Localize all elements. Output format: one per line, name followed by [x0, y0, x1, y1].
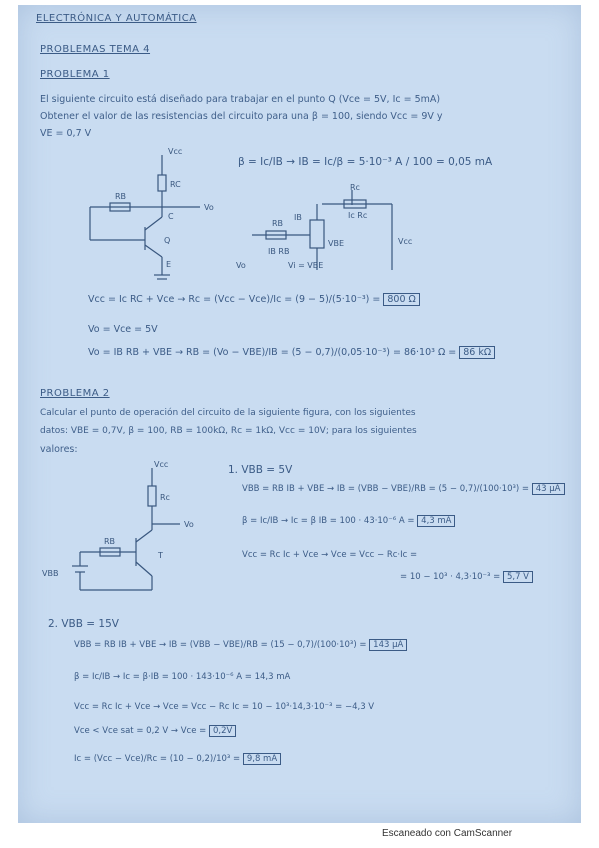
- problem2-statement-line3: valores:: [40, 444, 78, 455]
- problem1-eq-rb-text: Vo = IB RB + VBE → RB = (Vo − VBE)/IB = (5 − 0,7)/(0,05·10⁻³) = 86·10³ Ω =: [88, 347, 457, 358]
- problem2-case2-eq1: [74, 640, 407, 650]
- problem1-eq-rc: [88, 294, 420, 305]
- problem2-case1-eq2-text: β = Ic/IB → Ic = β IB = 100 · 43·10⁻⁶ A =: [242, 516, 415, 526]
- problem2-case2-eq2: β = Ic/IB → Ic = β·IB = 100 · 143·10⁻⁶ A = 14,3 mA: [74, 672, 291, 682]
- p1-model-vi-label: Vi = VBE: [288, 261, 324, 270]
- topic-heading: PROBLEMAS TEMA 4: [40, 44, 151, 55]
- p1-q-label: Q: [164, 236, 171, 245]
- problem2-case2-eq3: Vcc = Rc Ic + Vce → Vce = Vcc − Rc Ic = 10 − 10³·14,3·10⁻³ = −4,3 V: [74, 702, 375, 712]
- p2-rb-label: RB: [104, 537, 116, 546]
- problem2-case1-answer2: 4,3 mA: [417, 515, 455, 527]
- problem2-case2-eq4: [74, 726, 236, 736]
- problem1-statement-line2: Obtener el valor de las resistencias del circuito para una β = 100, siendo Vcc = 9V y: [40, 111, 443, 122]
- problem1-statement-line1: El siguiente circuito está diseñado para trabajar en el punto Q (Vce = 5V, Ic = 5mA): [40, 94, 441, 105]
- problem2-case2-answer4: 0,2V: [209, 725, 236, 737]
- problem2-case2-answer1: 143 µA: [369, 639, 407, 651]
- p1-vcc-label: Vcc: [168, 147, 183, 156]
- problem2-case1-eq2: [242, 516, 455, 526]
- problem2-statement-line2: datos: VBE = 0,7V, β = 100, RB = 100kΩ, Rc = 1kΩ, Vcc = 10V; para los siguientes: [40, 426, 417, 436]
- p1-c-label: C: [168, 212, 174, 221]
- problem2-case2-answer5: 9,8 mA: [243, 753, 281, 765]
- p2-rc-label: Rc: [160, 493, 170, 502]
- p1-model-ibrb-label: IB RB: [268, 247, 290, 256]
- problem2-case1-answer1: 43 µA: [532, 483, 565, 495]
- problem1-eq-vo: Vo = Vce = 5V: [88, 324, 158, 335]
- p2-vcc-label: Vcc: [154, 460, 169, 469]
- p1-model-ib-label: IB: [294, 213, 302, 222]
- problem2-title: PROBLEMA 2: [40, 388, 110, 399]
- p1-model-vbe-label: VBE: [328, 239, 345, 248]
- problem1-answer-rb: 86 kΩ: [459, 346, 495, 359]
- p1-model-rc-label: Rc: [350, 183, 360, 192]
- problem2-case2-title: 2. VBB = 15V: [48, 618, 119, 630]
- p1-model-vo-label: Vo: [236, 261, 246, 270]
- subject-heading: ELECTRÓNICA Y AUTOMÁTICA: [36, 13, 197, 24]
- problem2-case1-eq1: [242, 484, 565, 494]
- problem2-case2-eq4-text: Vce < Vce sat = 0,2 V → Vce =: [74, 726, 207, 736]
- problem1-answer-rc: 800 Ω: [383, 293, 419, 306]
- p2-t-label: T: [158, 551, 163, 560]
- p1-e-label: E: [166, 260, 172, 269]
- problem1-model-diagram: [232, 180, 412, 280]
- problem2-case1-eq3: Vcc = Rc Ic + Vce → Vce = Vcc − Rc·Ic =: [242, 550, 418, 560]
- problem1-eq-ib: β = Ic/IB → IB = Ic/β = 5·10⁻³ A / 100 = 0,05 mA: [238, 156, 493, 168]
- problem2-case1-eq4-text: = 10 − 10³ · 4,3·10⁻³ =: [400, 572, 501, 582]
- p1-rc-label: RC: [170, 180, 181, 189]
- p2-vo-label: Vo: [184, 520, 194, 529]
- problem2-case2-eq5: [74, 754, 281, 764]
- problem1-title: PROBLEMA 1: [40, 69, 110, 80]
- p2-vbb-label: VBB: [42, 569, 59, 578]
- problem1-statement-line3: VE = 0,7 V: [40, 128, 92, 139]
- problem2-case2-eq5-text: Ic = (Vcc − Vce)/Rc = (10 − 0,2)/10³ =: [74, 754, 241, 764]
- problem2-case2-eq1-text: VBB = RB IB + VBE → IB = (VBB − VBE)/RB = (15 − 0,7)/(100·10³) =: [74, 640, 367, 650]
- problem1-eq-rb: [88, 347, 495, 358]
- problem2-case1-eq1-text: VBB = RB IB + VBE → IB = (VBB − VBE)/RB = (5 − 0,7)/(100·10³) =: [242, 484, 530, 494]
- problem1-circuit-diagram: [80, 145, 230, 285]
- problem2-statement-line1: Calcular el punto de operación del circuito de la siguiente figura, con los siguientes: [40, 408, 416, 418]
- problem2-case1-eq4: [400, 572, 533, 582]
- p1-vo-label: Vo: [204, 203, 214, 212]
- p1-model-vcc-label: Vcc: [398, 237, 412, 246]
- problem1-eq-rc-text: Vcc = Ic RC + Vce → Rc = (Vcc − Vce)/Ic = (9 − 5)/(5·10⁻³) =: [88, 294, 381, 305]
- problem2-case1-title: 1. VBB = 5V: [228, 464, 293, 476]
- problem2-circuit-diagram: [40, 458, 210, 598]
- p1-model-rb-label: RB: [272, 219, 284, 228]
- problem2-case1-answer3: 5,7 V: [503, 571, 533, 583]
- p1-rb-label: RB: [115, 192, 127, 201]
- p1-model-icrc-label: Ic Rc: [348, 211, 368, 220]
- scanner-watermark: Escaneado con CamScanner: [382, 828, 513, 839]
